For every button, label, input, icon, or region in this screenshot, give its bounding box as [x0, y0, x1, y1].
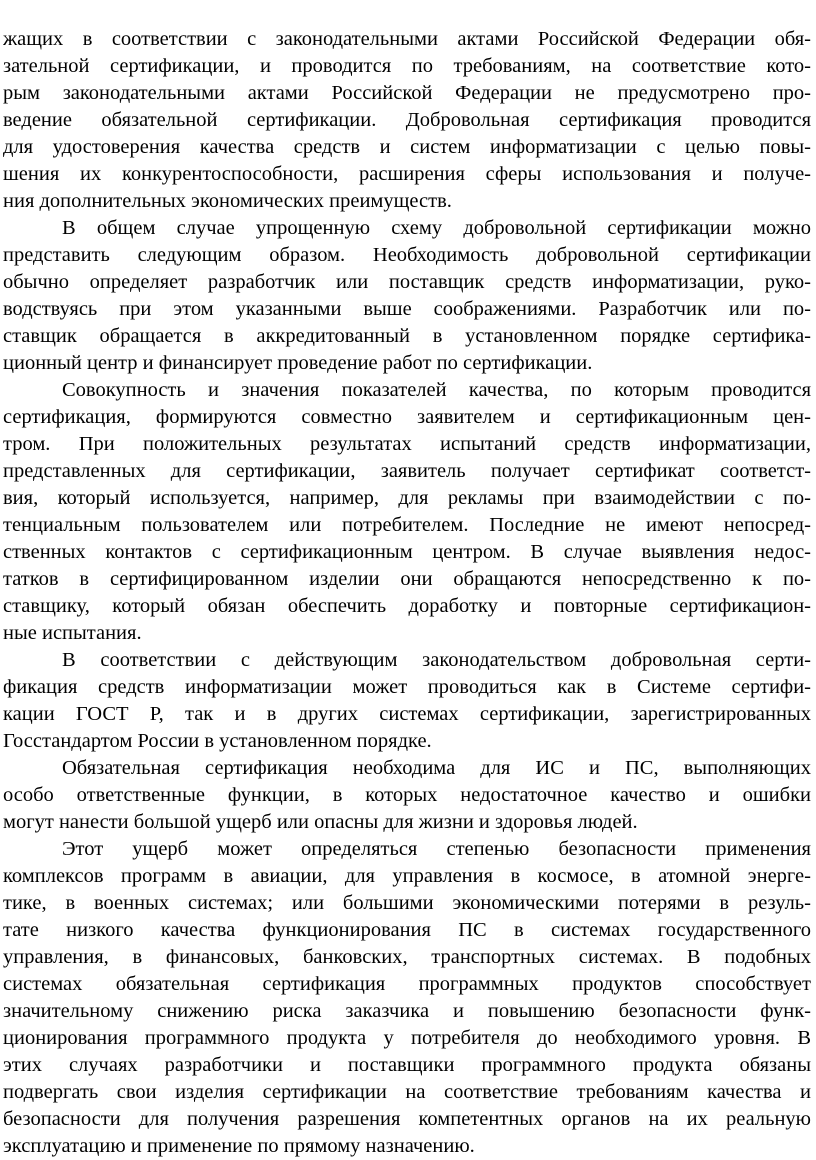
text-line: кации ГОСТ Р, так и в других системах сертификации, зарегистрированных [3, 703, 811, 725]
text-line: эксплуатацию и применение по прямому назначению. [3, 1135, 475, 1157]
text-line: представленных для сертификации, заявитель получает сертификат соответст- [3, 460, 811, 482]
text-line: рым законодательными актами Российской Федерации не предусмотрено про- [3, 82, 811, 104]
text-line: шения их конкурентоспособности, расширения сферы использования и получе- [3, 163, 811, 185]
text-line: вия, который используется, например, для рекламы при взаимодействии с по- [3, 487, 811, 509]
text-line: тенциальным пользователем или потребителем. Последние не имеют непосред- [3, 514, 811, 536]
text-line: системах обязательная сертификация программных продуктов способствует [3, 973, 811, 995]
text-line: безопасности для получения разрешения компетентных органов на их реальную [3, 1108, 811, 1130]
text-line: жащих в соответствии с законодательными актами Российской Федерации обя- [3, 28, 811, 50]
text-line: тром. При положительных результатах испытаний средств информатизации, [3, 433, 811, 455]
text-line: этих случаях разработчики и поставщики программного продукта обязаны [3, 1054, 811, 1076]
text-line: тике, в военных системах; или большими экономическими потерями в резуль- [3, 892, 811, 914]
text-line: Госстандартом России в установленном порядке. [3, 730, 432, 752]
text-line: подвергать свои изделия сертификации на соответствие требованиям качества и [3, 1081, 811, 1103]
text-line: ные испытания. [3, 622, 142, 644]
text-line: зательной сертификации, и проводится по требованиям, на соответствие кото- [3, 55, 811, 77]
text-line: комплексов программ в авиации, для управления в космосе, в атомной энерге- [3, 865, 811, 887]
text-line: ционирования программного продукта у потребителя до необходимого уровня. В [3, 1027, 811, 1049]
text-line: фикация средств информатизации может проводиться как в Системе сертифи- [3, 676, 811, 698]
text-line: Обязательная сертификация необходима для ИС и ПС, выполняющих [62, 757, 811, 779]
text-line: тате низкого качества функционирования ПС в системах государственного [3, 919, 811, 941]
text-line: ставщик обращается в аккредитованный в установленном порядке сертифика- [3, 325, 811, 347]
text-line: управления, в финансовых, банковских, транспортных системах. В подобных [3, 946, 811, 968]
text-line: татков в сертифицированном изделии они обращаются непосредственно к по- [3, 568, 811, 590]
text-line: значительному снижению риска заказчика и повышению безопасности функ- [3, 1000, 811, 1022]
text-line: представить следующим образом. Необходимость добровольной сертификации [3, 244, 811, 266]
text-line: ственных контактов с сертификационным центром. В случае выявления недос- [3, 541, 811, 563]
document-page [3, 0, 811, 1160]
text-line: обычно определяет разработчик или поставщик средств информатизации, руко- [3, 271, 811, 293]
text-line: В общем случае упрощенную схему добровольной сертификации можно [62, 217, 811, 239]
text-line: ставщику, который обязан обеспечить доработку и повторные сертификацион- [3, 595, 811, 617]
text-line: В соответствии с действующим законодательством добровольная серти- [62, 649, 811, 671]
text-line: ведение обязательной сертификации. Добровольная сертификация проводится [3, 109, 811, 131]
text-line: водствуясь при этом указанными выше соображениями. Разработчик или по- [3, 298, 811, 320]
text-line: Этот ущерб может определяться степенью безопасности применения [62, 838, 811, 860]
text-line: могут нанести большой ущерб или опасны для жизни и здоровья людей. [3, 811, 638, 833]
text-line: ционный центр и финансирует проведение работ по сертификации. [3, 352, 593, 374]
text-line: для удостоверения качества средств и систем информатизации с целью повы- [3, 136, 811, 158]
text-line: ния дополнительных экономических преимуществ. [3, 190, 452, 212]
text-line: особо ответственные функции, в которых недостаточное качество и ошибки [3, 784, 811, 806]
text-line: Совокупность и значения показателей качества, по которым проводится [62, 379, 811, 401]
text-line: сертификация, формируются совместно заявителем и сертификационным цен- [3, 406, 811, 428]
